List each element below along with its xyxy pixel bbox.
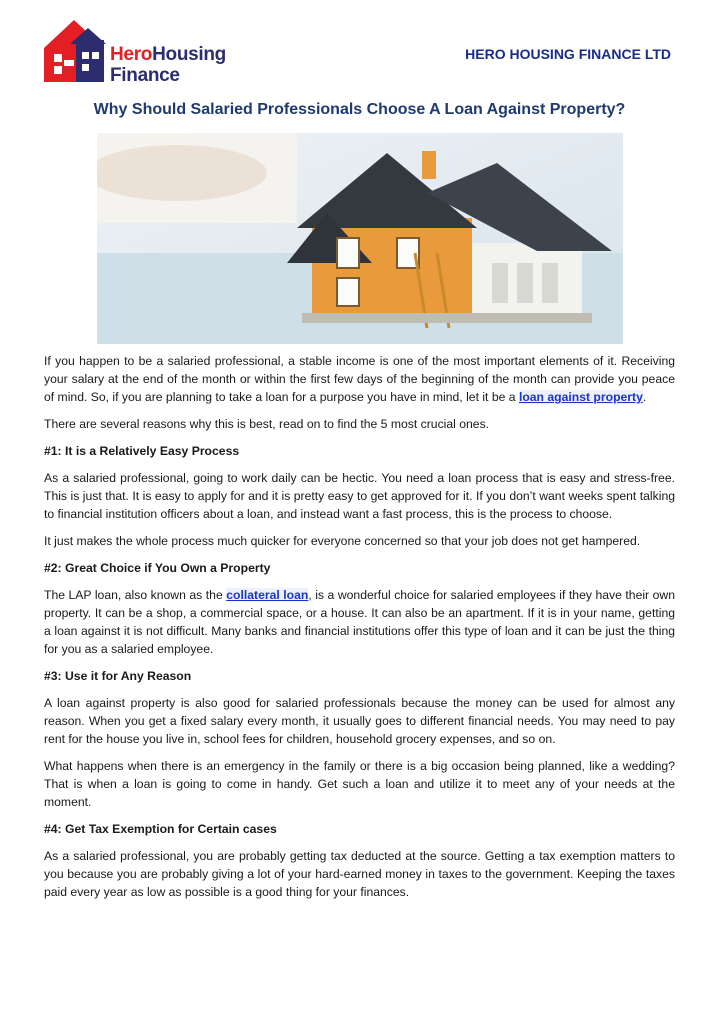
logo-wordmark [110,44,226,86]
section-2-text-end: , is a wonderful choice for salaried employees if they have their own property. It can be a shop, a commercial space, or a house. It can also be an apartment. If it is in your name, getting a loan against it is not difficult. Many banks and financial institutions offer this type of loan and it can be just the thing for you as a salaried employee. [44,588,675,656]
section-1-paragraph-2: It just makes the whole process much quicker for everyone concerned so that your job does not get hampered. [44,534,641,548]
section-2-paragraph [44,586,675,658]
article-title: Why Should Salaried Professionals Choose A Loan Against Property? [93,101,626,118]
logo-word-hero: Hero [110,44,153,65]
company-name: HERO HOUSING FINANCE LTD [465,46,671,62]
section-3-paragraph-2: What happens when there is an emergency in the family or there is a big occasion being planned, like a wedding? That is when a loan is going to come in handy. Get such a loan and utilize it to meet any of your needs at the moment. [44,759,675,809]
section-2-heading: #2: Great Choice if You Own a Property [44,561,271,575]
loan-against-property-link[interactable]: loan against property [518,390,643,404]
article-body [44,352,675,910]
intro-text-end: . [642,390,647,404]
section-1-heading: #1: It is a Relatively Easy Process [44,444,240,458]
intro-text: If you happen to be a salaried professional, a stable income is one of the most important elements of it. Receiving your salary at the end of the month or within the first few days of the beginning of the month can provide you peace of mind. So, if you are planning to take a loan for a purpose you have in mind, let it be a [44,354,675,404]
logo-word-housing: Housing [152,44,226,65]
intro-paragraph [44,352,675,406]
house-illustration [97,133,623,344]
section-3-heading: #3: Use it for Any Reason [44,669,192,683]
logo-word-finance: Finance [110,65,180,86]
section-4-paragraph-1: As a salaried professional, you are probably getting tax deducted at the source. Getting a tax exemption matters to you because you are probably giving a lot of your hard-earned money in taxes to the government. Keeping the taxes paid every year as low as possible is a good thing for your finances. [44,849,675,899]
collateral-loan-link[interactable]: collateral loan [226,588,309,602]
section-3-paragraph-1: A loan against property is also good for salaried professionals because the money can be used for almost any reason. When you get a fixed salary every month, it usually goes to different financial needs. You may need to pay rent for the house you live in, school fees for children, household grocery expenses, and so on. [44,696,675,746]
section-4-heading: #4: Get Tax Exemption for Certain cases [44,822,277,836]
section-2-text: The LAP loan, also known as the [44,588,227,602]
section-1-paragraph-1: As a salaried professional, going to work daily can be hectic. You need a loan process that is easy and stress-free. This is just that. It is easy to apply for and it is pretty easy to get approved for it. If you don’t want weeks spent talking to financial institution officers about a loan, and instead want a fast process, this is the process to choose. [44,471,675,521]
lead-paragraph: There are several reasons why this is best, read on to find the 5 most crucial ones. [44,417,490,431]
